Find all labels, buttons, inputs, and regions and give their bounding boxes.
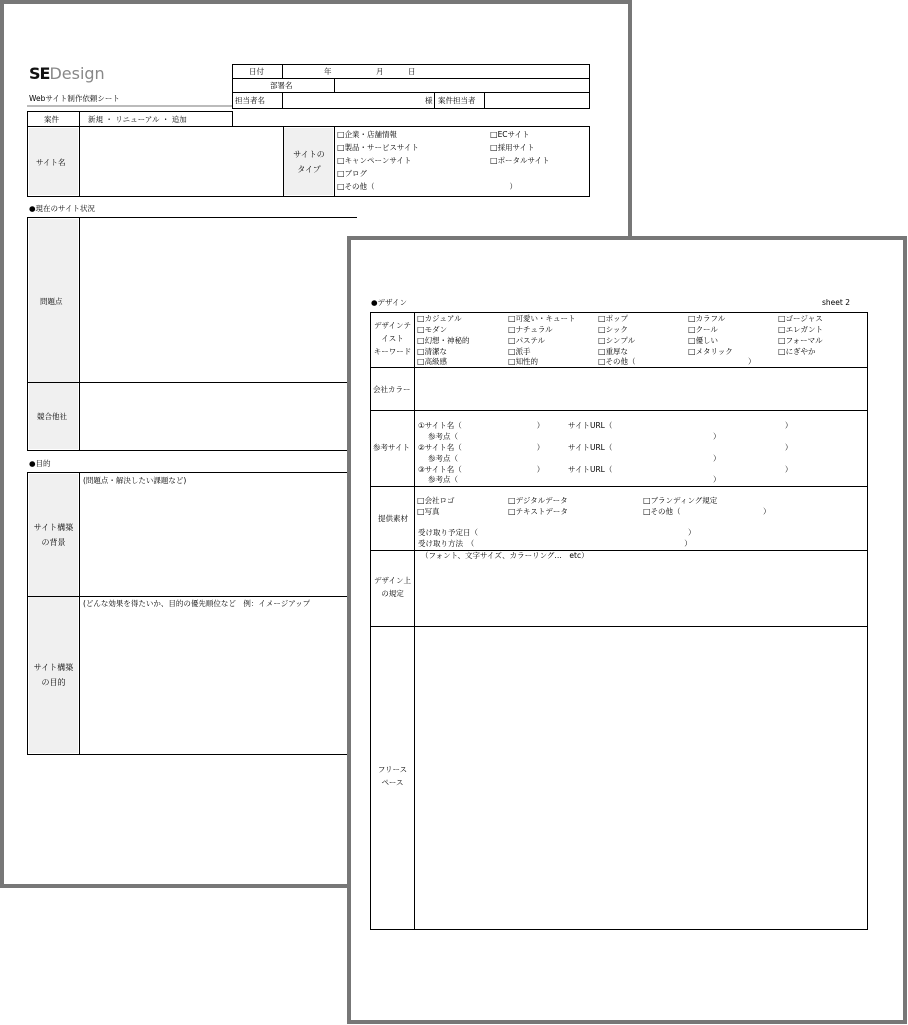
checkbox-taste[interactable]: □ パステル [508,336,545,345]
day-label: 日 [408,67,416,76]
checkbox-taste[interactable]: □ ポップ [598,314,628,323]
person-label: 担当者名 [235,96,265,105]
checkbox-material[interactable]: □ デジタルデータ [508,496,568,505]
checkbox-site-type[interactable]: □ その他（ ） [337,182,517,191]
case-options: 新規 ・ リニューアル ・ 追加 [88,115,187,124]
checkbox-site-type[interactable]: □ キャンペーンサイト [337,156,411,165]
site-name-label: サイト名 [36,158,66,167]
checkbox-site-type[interactable]: □ 製品・サービスサイト [337,143,419,152]
checkbox-taste[interactable]: □ エレガント [778,325,823,334]
checkbox-taste[interactable]: □ クール [688,325,718,334]
checkbox-taste[interactable]: □ モダン [417,325,447,334]
year-label: 年 [324,67,332,76]
checkbox-taste[interactable]: □ ナチュラル [508,325,553,334]
checkbox-material[interactable]: □ 写真 [417,507,440,516]
reference-url: サイトURL（ ） [568,465,793,474]
checkbox-material[interactable]: □ その他（ ） [643,507,771,516]
reference-point: 参考点（ ） [428,454,721,463]
sheet-2 [347,236,907,1024]
receive-date: 受け取り予定日（ ） [418,528,696,537]
checkbox-site-type[interactable]: □ ブログ [337,169,367,178]
checkbox-taste[interactable]: □ 知性的 [508,357,538,366]
logo-mark: SE [29,64,50,83]
case-person-label: 案件担当者 [438,96,476,105]
design-heading: ●デザイン [371,298,408,307]
checkbox-taste[interactable]: □ 派手 [508,347,531,356]
design-table [370,312,868,930]
current-site-heading: ●現在のサイト状況 [29,204,96,213]
checkbox-taste[interactable]: □ シンプル [598,336,635,345]
checkbox-site-type[interactable]: □ 企業・店舗情報 [337,130,397,139]
checkbox-material[interactable]: □ テキストデータ [508,507,568,516]
checkbox-material[interactable]: □ ブランディング規定 [643,496,717,505]
checkbox-taste[interactable]: □ 重厚な [598,347,628,356]
checkbox-taste[interactable]: □ 高級感 [417,357,447,366]
checkbox-taste[interactable]: □ カラフル [688,314,725,323]
checkbox-taste[interactable]: □ カジュアル [417,314,462,323]
design-rule-label: デザイン上 の規定 [374,576,411,598]
site-type-label: サイトの タイプ [293,150,325,174]
corporate-color-label: 会社カラー [373,385,411,394]
reference-name: ①サイト名（ ） [418,421,545,430]
reference-url: サイトURL（ ） [568,443,793,452]
reference-url: サイトURL（ ） [568,421,793,430]
case-label: 案件 [44,115,59,124]
logo [29,64,105,83]
receive-method: 受け取り方法 （ ） [418,539,692,548]
competitors-label: 競合他社 [37,412,67,421]
title-underline [27,105,232,107]
checkbox-taste[interactable]: □ フォーマル [778,336,823,345]
taste-label: デザインテ イスト キーワード [373,321,412,356]
reference-name: ③サイト名（ ） [418,465,545,474]
checkbox-taste[interactable]: □ 優しい [688,336,718,345]
reference-name: ②サイト名（ ） [418,443,545,452]
checkbox-taste[interactable]: □ 清潔な [417,347,447,356]
free-space-label: フリース ペース [377,765,408,787]
checkbox-site-type[interactable]: □ ECサイト [490,130,530,139]
checkbox-material[interactable]: □ 会社ロゴ [417,496,455,505]
background-label: サイト構築 の背景 [33,523,74,547]
materials-label: 提供素材 [378,514,408,523]
checkbox-taste[interactable]: □ ゴージャス [778,314,823,323]
reference-label: 参考サイト [373,443,410,452]
date-label: 日付 [249,67,264,76]
background-hint: (問題点・解決したい課題など) [83,476,187,485]
goal-label: サイト構築 の目的 [33,663,74,687]
design-rule-hint: （フォント、文字サイズ、カラーリング… etc） [421,551,589,560]
checkbox-taste[interactable]: □ メタリック [688,347,733,356]
checkbox-taste[interactable]: □ シック [598,325,628,334]
checkbox-taste[interactable]: □ その他（ ） [598,357,756,366]
checkbox-site-type[interactable]: □ 採用サイト [490,143,535,152]
sheet-number: sheet 2 [822,298,850,307]
reference-point: 参考点（ ） [428,475,721,484]
checkbox-taste[interactable]: □ にぎやか [778,347,816,356]
problems-label: 問題点 [40,297,63,306]
checkbox-taste[interactable]: □ 幻想・神秘的 [417,336,470,345]
checkbox-site-type[interactable]: □ ポータルサイト [490,156,550,165]
goal-hint: (どんな効果を得たいか、目的の優先順位など 例：イメージアップ [83,599,311,608]
logo-name: Design [49,64,105,83]
purpose-heading: ●目的 [29,459,51,468]
month-label: 月 [376,67,384,76]
sama-label: 様 [425,96,433,105]
doc-title: Webサイト制作依頼シート [29,94,120,103]
checkbox-taste[interactable]: □ 可愛い・キュート [508,314,576,323]
department-label: 部署名 [270,81,293,90]
reference-point: 参考点（ ） [428,432,721,441]
